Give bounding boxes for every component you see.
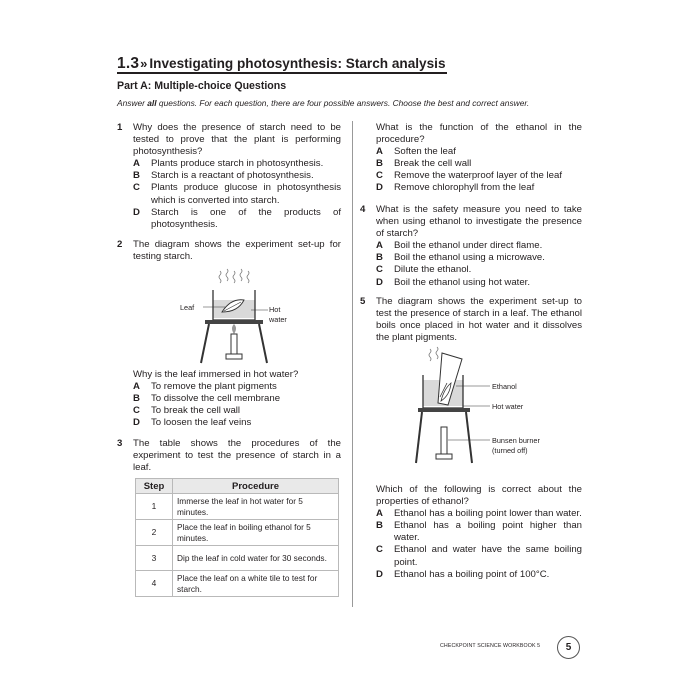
- question-prompt: Why is the leaf immersed in hot water?: [133, 369, 299, 380]
- tripod-leg: [466, 412, 472, 463]
- question-number: 4: [360, 204, 366, 215]
- bunsen-burner: [231, 334, 237, 354]
- gauze: [205, 320, 263, 324]
- option-a[interactable]: A Soften the leaf: [376, 146, 456, 158]
- gauze: [418, 408, 470, 412]
- option-d[interactable]: D Ethanol has a boiling point of 100°C.: [376, 568, 550, 580]
- water-label: water: [269, 315, 287, 324]
- question-2-prompt: [117, 369, 341, 429]
- question-number: 1: [117, 122, 123, 133]
- table-row: [136, 520, 339, 546]
- chevron-icon: »: [140, 56, 148, 71]
- table-row: [136, 494, 339, 520]
- question-1: [117, 122, 341, 231]
- option-c[interactable]: C Dilute the ethanol.: [376, 264, 472, 276]
- step-cell: 1: [136, 494, 173, 520]
- option-d[interactable]: D Remove chlorophyll from the leaf: [376, 182, 535, 194]
- instructions: Answer all questions. For each question, there are four possible answers. Choose the best and correct answer.: [117, 98, 530, 108]
- question-3: [117, 438, 341, 474]
- option-a[interactable]: A Ethanol has a boiling point lower than water.: [376, 508, 582, 520]
- column-header-procedure: Procedure: [173, 479, 339, 494]
- hot-label: Hot: [269, 305, 281, 314]
- step-cell: 2: [136, 520, 173, 546]
- option-b[interactable]: B Ethanol has a boiling point higher than water.: [376, 520, 582, 544]
- question-number: 5: [360, 296, 366, 307]
- option-a[interactable]: A Boil the ethanol under direct flame.: [376, 240, 543, 252]
- option-b[interactable]: B Boil the ethanol using a microwave.: [376, 252, 545, 264]
- question-stem: The diagram shows the experiment set-up for testing starch.: [133, 239, 341, 263]
- procedure-cell: Place the leaf on a white tile to test for starch.: [173, 571, 339, 597]
- section-title: Investigating photosynthesis: Starch analysis: [149, 56, 446, 71]
- question-stem: Why does the presence of starch need to be tested to prove that the plant is performing photosynthesis?: [133, 122, 341, 158]
- option-b[interactable]: B To dissolve the cell membrane: [133, 393, 281, 405]
- steam-icon: [429, 347, 438, 361]
- column-header-step: Step: [136, 479, 173, 494]
- title-underline: [117, 72, 447, 74]
- steam-icon: [219, 269, 249, 283]
- question-stem: What is the safety measure you need to take when using ethanol to investigate the presence of starch?: [376, 204, 582, 240]
- leaf-label: Leaf: [180, 303, 195, 312]
- question-prompt: What is the function of the ethanol in the procedure?: [376, 122, 582, 146]
- option-b[interactable]: B Break the cell wall: [376, 158, 472, 170]
- question-2: [117, 239, 341, 263]
- question-stem: The diagram shows the experiment set-up to test the presence of starch in a leaf. The ethanol boils once placed in hot water and it dissolves the plant pigments.: [376, 296, 582, 344]
- burner-state-label: (turned off): [492, 446, 528, 455]
- part-title: Part A: Multiple-choice Questions: [117, 80, 287, 92]
- column-divider: [352, 121, 353, 607]
- procedure-cell: Immerse the leaf in hot water for 5 minutes.: [173, 494, 339, 520]
- instructions-emphasis: all: [147, 98, 157, 108]
- section-number: 1.3: [117, 55, 140, 72]
- question-4: [360, 204, 582, 289]
- tripod-leg: [259, 324, 267, 363]
- question-5: [360, 296, 582, 344]
- option-c[interactable]: C Plants produce glucose in photosynthesis which is converted into starch.: [133, 182, 341, 206]
- step-cell: 3: [136, 546, 173, 571]
- question-number: 3: [117, 438, 123, 449]
- option-a[interactable]: A To remove the plant pigments: [133, 381, 277, 393]
- option-d[interactable]: D To loosen the leaf veins: [133, 417, 252, 429]
- option-a[interactable]: A Plants produce starch in photosynthesis.: [133, 158, 324, 170]
- option-c[interactable]: C Remove the waterproof layer of the leaf: [376, 170, 562, 182]
- tripod-leg: [416, 412, 422, 463]
- ethanol-label: Ethanol: [492, 382, 517, 391]
- step-cell: 4: [136, 571, 173, 597]
- procedure-cell: Dip the leaf in cold water for 30 seconds.: [173, 546, 339, 571]
- question-number: 2: [117, 239, 123, 250]
- option-b[interactable]: B Starch is a reactant of photosynthesis.: [133, 170, 314, 182]
- table-row: [136, 546, 339, 571]
- option-c[interactable]: C Ethanol and water have the same boiling point.: [376, 544, 582, 568]
- procedure-cell: Place the leaf in boiling ethanol for 5 minutes.: [173, 520, 339, 546]
- bunsen-burner-label: Bunsen burner: [492, 436, 540, 445]
- table-header-row: [136, 479, 339, 494]
- question-stem: The table shows the procedures of the experiment to test the presence of starch in a leaf.: [133, 438, 341, 474]
- section-heading: [117, 53, 447, 73]
- option-d[interactable]: D Starch is one of the products of photosynthesis.: [133, 206, 341, 230]
- question-prompt: Which of the following is correct about the properties of ethanol?: [376, 484, 582, 508]
- hot-water-label: Hot water: [492, 402, 524, 411]
- procedure-table: [135, 478, 339, 597]
- page-number: 5: [557, 636, 580, 659]
- table-row: [136, 571, 339, 597]
- option-c[interactable]: C To break the cell wall: [133, 405, 241, 417]
- question-5-prompt: [360, 484, 582, 581]
- question-3-prompt: [360, 122, 582, 195]
- option-d[interactable]: D Boil the ethanol using hot water.: [376, 276, 531, 288]
- ethanol-setup-diagram: [410, 345, 500, 470]
- bunsen-burner: [441, 427, 447, 454]
- tripod-leg: [201, 324, 209, 363]
- footer-book-title: CHECKPOINT SCIENCE WORKBOOK 5: [440, 643, 541, 649]
- flame-icon: [232, 324, 236, 334]
